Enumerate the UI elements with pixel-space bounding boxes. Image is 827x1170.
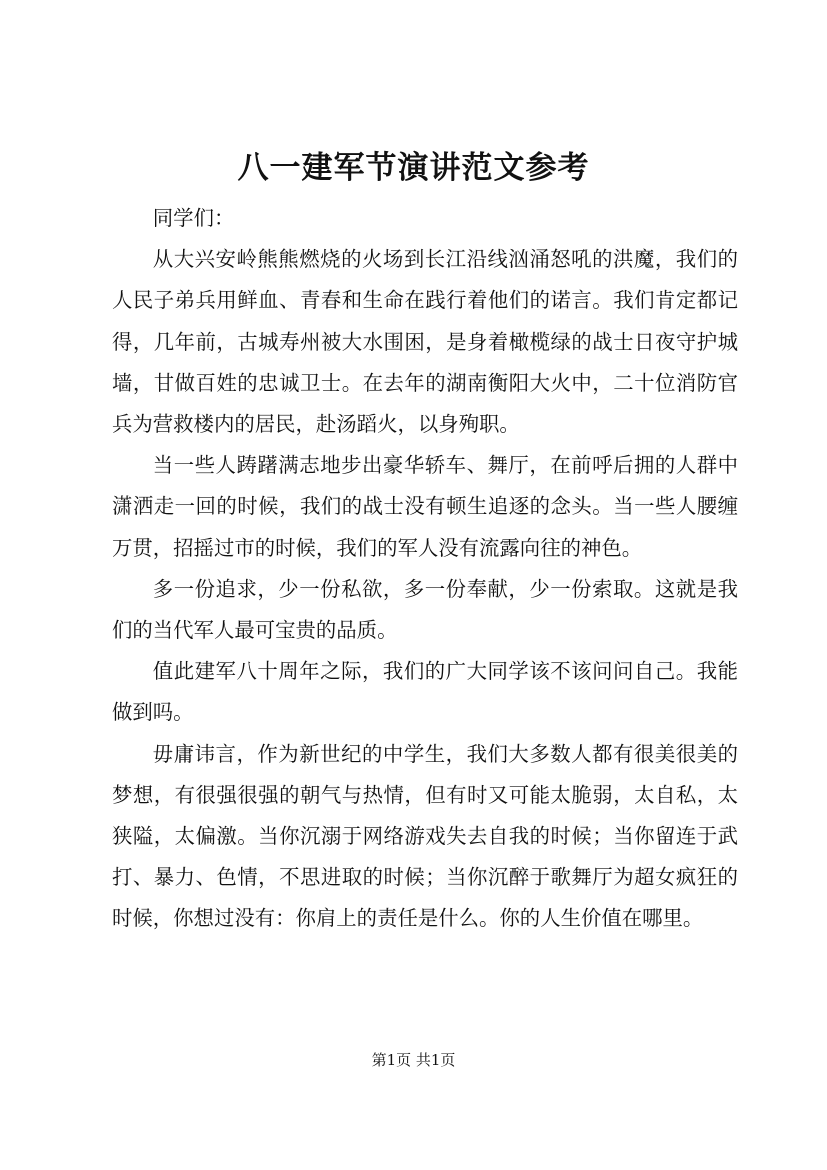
document-title: 八一建军节演讲范文参考	[237, 150, 590, 186]
paragraph-3: 多一份追求，少一份私欲，多一份奉献，少一份索取。这就是我们的当代军人最可宝贵的品质。	[112, 576, 738, 643]
paragraph-4: 值此建军八十周年之际，我们的广大同学该不该问问自己。我能做到吗。	[112, 659, 738, 725]
document-body	[112, 198, 738, 940]
page-footer: 第1页 共1页	[371, 1051, 456, 1069]
paragraph-2: 当一些人踌躇满志地步出豪华轿车、舞厅，在前呼后拥的人群中潇洒走一回的时候，我们的战士没有顿生追逐的念头。当一些人腰缠万贯，招摇过市的时候，我们的军人没有流露向往的神色。	[112, 453, 738, 560]
paragraph-greeting: 同学们：	[152, 206, 235, 230]
paragraph-5: 毋庸讳言，作为新世纪的中学生，我们大多数人都有很美很美的梦想，有很强很强的朝气与热情，但有时又可能太脆弱，太自私，太狭隘，太偏激。当你沉溺于网络游戏失去自我的时候；当你留连于武打、暴力、色情，不思进取的时候；当你沉醉于歌舞厅为超女疯狂的时候，你想过没有：你肩上的责任是什么。你的人生价值在哪里。	[112, 741, 738, 931]
paragraph-1: 从大兴安岭熊熊燃烧的火场到长江沿线汹涌怒吼的洪魔，我们的人民子弟兵用鲜血、青春和生命在践行着他们的诺言。我们肯定都记得，几年前，古城寿州被大水围困，是身着橄榄绿的战士日夜守护城墙，甘做百姓的忠诚卫士。在去年的湖南衡阳大火中，二十位消防官兵为营救楼内的居民，赴汤蹈火，以身殉职。	[112, 247, 738, 437]
